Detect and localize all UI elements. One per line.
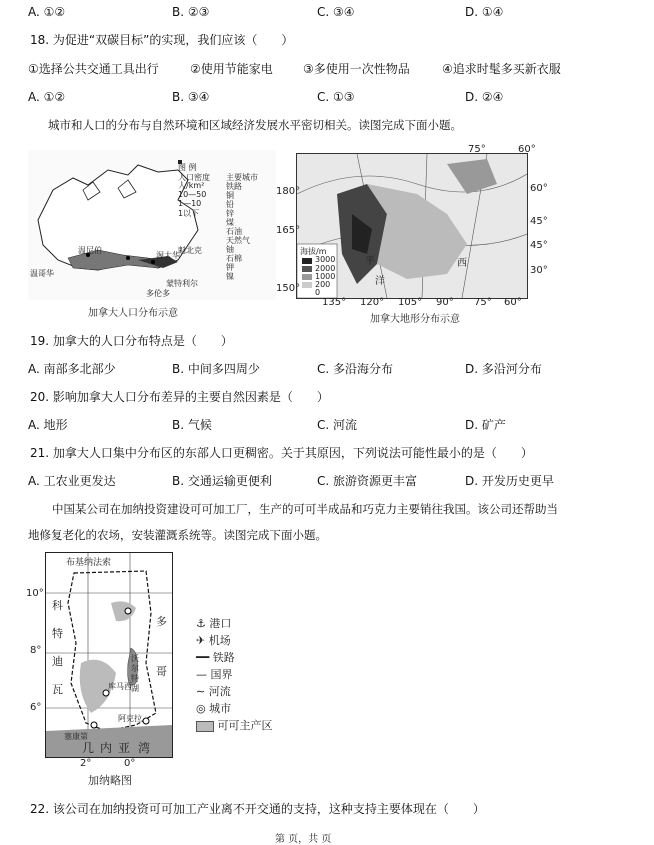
lon-bottom-2: 105° [398, 297, 423, 308]
legend-density-title: 人口密度 [178, 173, 210, 182]
q18-options [0, 87, 654, 107]
lat-2: 6° [30, 702, 42, 713]
right-country-0: 多 [156, 615, 167, 628]
city-2: 塞康第 [64, 732, 88, 741]
city-label-2: 蒙特利尔 [166, 279, 198, 288]
legend-label: 河流 [208, 685, 231, 698]
passage-2-line2: 地修复老化的农场，安装灌溉系统等。读图完成下面小题。 [28, 528, 327, 542]
mineral-6: 天然气 [226, 236, 250, 245]
port-icon: ⚓ [196, 617, 206, 630]
legend-label: 城市 [209, 702, 232, 715]
legend-label: 港口 [209, 617, 232, 630]
ocean-label-0: 太 [359, 233, 369, 244]
elev-4: 0 [315, 288, 321, 297]
legend-city: 主要城市 [226, 173, 258, 182]
canada-population-map [28, 150, 276, 300]
mineral-4: 煤 [226, 218, 234, 227]
option-b: B. 交通运输更便利 [172, 474, 272, 488]
q21-stem: 21. 加拿大人口集中分布区的东部人口更稠密。关于其原因，下列说法可能性最小的是（ ） [30, 446, 533, 460]
elev-2: 1000 [315, 272, 336, 281]
legend-density-1: 10—50 [178, 190, 207, 199]
lat-left-0: 180° [276, 186, 301, 197]
option-d: D. ①④ [465, 5, 504, 19]
option-b: B. ③④ [172, 90, 210, 104]
city-icon: ◎ [196, 702, 206, 715]
option-d: D. 矿产 [465, 418, 506, 432]
elev-title: 海拔/m [300, 247, 327, 256]
q17-options [0, 2, 654, 22]
mineral-5: 石油 [226, 227, 242, 236]
legend-density-2: 1—10 [178, 199, 202, 208]
mineral-3: 锌 [226, 209, 234, 218]
sea-2: 亚 [118, 741, 131, 755]
lat-right-3: 30° [530, 265, 548, 276]
lon-bottom-4: 75° [474, 297, 492, 308]
lake-1: 尔 [131, 664, 139, 673]
option-a: A. ①② [28, 90, 66, 104]
lat-right-0: 60° [530, 183, 548, 194]
ghana-map [45, 552, 173, 758]
q22-stem: 22. 该公司在加纳投资可可加工产业离不开交通的支持，这种支持主要体现在（ ） [30, 802, 485, 816]
choice-3: ③多使用一次性物品 [303, 62, 410, 76]
canada-terrain-map [296, 153, 528, 299]
q21-options [0, 471, 654, 491]
lon-bottom-1: 120° [360, 297, 385, 308]
lon-0: 2° [80, 758, 92, 769]
city-0: 库马西 [108, 682, 132, 691]
q19-options [0, 359, 654, 379]
mineral-10: 镍 [226, 272, 234, 281]
lon-top-1: 60° [518, 144, 536, 155]
lat-right-1: 45° [530, 216, 548, 227]
ocean-label-3: 西 [457, 258, 467, 269]
river-icon: ∼ [196, 685, 206, 698]
city-1: 阿克拉 [118, 714, 142, 723]
legend-density-3: 1以下 [178, 209, 200, 218]
city-label-5: 魁北克 [178, 246, 202, 255]
legend-label: 铁路 [212, 651, 235, 664]
elev-0: 3000 [315, 255, 336, 264]
border-icon: — [196, 668, 207, 681]
option-c: C. 多沿海分布 [317, 362, 394, 376]
left-country-0: 科 [52, 599, 63, 612]
lon-top-0: 75° [468, 144, 486, 155]
lat-0: 10° [26, 588, 44, 599]
lon-bottom-5: 60° [504, 297, 522, 308]
mineral-8: 石棉 [226, 254, 242, 263]
option-b: B. 中间多四周少 [172, 362, 260, 376]
option-c: C. ③④ [317, 5, 355, 19]
legend-density-unit: 人/km² [178, 181, 205, 190]
lon-1: 0° [124, 758, 136, 769]
ocean-label-2: 洋 [375, 276, 385, 287]
option-c: C. ①③ [317, 90, 355, 104]
top-country: 布基纳法索 [66, 558, 112, 568]
passage-2-line1: 中国某公司在加纳投资建设可可加工厂，生产的可可半成品和巧克力主要销往我国。该公司还帮助当 [52, 502, 558, 516]
lake-3: 湖 [131, 684, 139, 693]
q18-choices [0, 59, 654, 79]
lake-0: 沃 [131, 654, 139, 663]
mineral-2: 铅 [226, 200, 234, 209]
option-d: D. 开发历史更早 [465, 474, 554, 488]
elev-3: 200 [315, 280, 331, 289]
city-label-4: 渥太华 [156, 251, 180, 260]
city-label-1: 温尼伯 [78, 246, 102, 255]
mineral-1: 铜 [226, 191, 234, 200]
canada-population-caption: 加拿大人口分布示意 [88, 308, 178, 319]
q19-stem: 19. 加拿大的人口分布特点是（ ） [30, 334, 233, 348]
q18-stem: 18. 为促进“双碳目标”的实现，我们应该（ ） [30, 33, 294, 47]
choice-4: ④追求时髦多买新衣服 [442, 62, 561, 76]
option-d: D. 多沿河分布 [465, 362, 542, 376]
lat-left-2: 150° [276, 283, 301, 294]
right-country-1: 哥 [156, 665, 167, 678]
airport-icon: ✈ [196, 634, 206, 647]
option-a: A. 南部多北部少 [28, 362, 116, 376]
lon-bottom-3: 90° [436, 297, 454, 308]
mineral-9: 钾 [226, 263, 234, 272]
left-country-1: 特 [52, 627, 63, 640]
ocean-label-1: 平 [365, 256, 375, 267]
sea-1: 内 [100, 741, 113, 755]
choice-1: ①选择公共交通工具出行 [28, 62, 159, 76]
option-c: C. 旅游资源更丰富 [317, 474, 418, 488]
choice-2: ②使用节能家电 [190, 62, 273, 76]
sea-0: 几 [82, 741, 95, 755]
option-a: A. ①② [28, 5, 66, 19]
city-label-0: 温哥华 [30, 269, 54, 278]
option-b: B. ②③ [172, 5, 210, 19]
legend-title: 图 例 [178, 163, 197, 172]
legend-label: 可可主产区 [217, 719, 273, 732]
lat-left-1: 165° [276, 225, 301, 236]
q20-stem: 20. 影响加拿大人口分布差异的主要自然因素是（ ） [30, 390, 329, 404]
left-country-3: 瓦 [52, 683, 63, 696]
lat-right-2: 45° [530, 240, 548, 251]
ghana-svg [46, 553, 172, 757]
passage-1: 城市和人口的分布与自然环境和区域经济发展水平密切相关。读图完成下面小题。 [48, 118, 462, 132]
lat-1: 8° [30, 645, 42, 656]
cocoa-area-icon [196, 721, 214, 732]
sea-3: 湾 [138, 741, 151, 755]
mineral-0: 铁路 [226, 182, 242, 191]
city-label-3: 多伦多 [146, 289, 170, 298]
legend-label: 国界 [210, 668, 233, 681]
option-a: A. 地形 [28, 418, 68, 432]
railway-icon: ━━ [196, 651, 210, 664]
left-country-2: 迪 [52, 655, 63, 668]
q20-options [0, 415, 654, 435]
lake-2: 特 [131, 674, 139, 683]
option-d: D. ②④ [465, 90, 504, 104]
lon-bottom-0: 135° [322, 297, 347, 308]
page-footer: 第 页，共 页 [275, 834, 332, 845]
canada-terrain-caption: 加拿大地形分布示意 [370, 314, 460, 325]
elev-1: 2000 [315, 264, 336, 273]
option-c: C. 河流 [317, 418, 358, 432]
mineral-7: 铀 [226, 245, 234, 254]
option-b: B. 气候 [172, 418, 212, 432]
legend-label: 机场 [208, 634, 231, 647]
option-a: A. 工农业更发达 [28, 474, 116, 488]
ghana-caption: 加纳略图 [88, 774, 132, 787]
